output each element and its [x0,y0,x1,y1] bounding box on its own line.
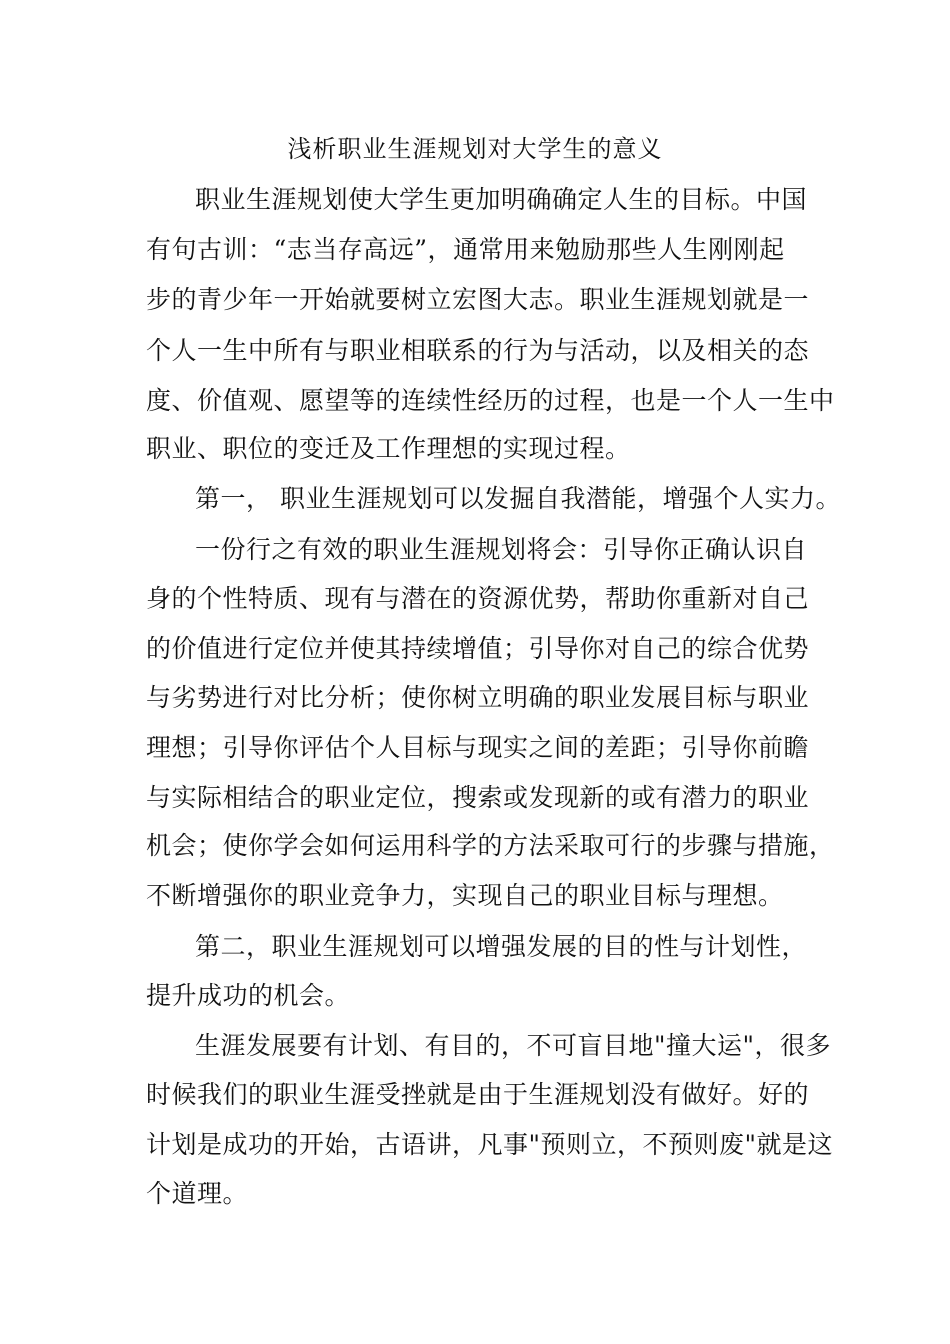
paragraph-line: 生涯发展要有计划、有目的，不可盲目地"撞大运"，很多 [195,1031,832,1060]
paragraph-line: 身的个性特质、现有与潜在的资源优势，帮助你重新对自己 [146,584,810,613]
paragraph-line: 个人一生中所有与职业相联系的行为与活动，以及相关的态 [146,336,810,365]
paragraph-line: 机会；使你学会如何运用科学的方法采取可行的步骤与措施， [146,831,835,860]
paragraph-line: 步的青少年一开始就要树立宏图大志。职业生涯规划就是一 [146,285,810,314]
paragraph-line: 提升成功的机会。 [146,981,351,1010]
paragraph-line: 与实际相结合的职业定位，搜索或发现新的或有潜力的职业 [146,783,810,812]
paragraph-line: 计划是成功的开始，古语讲，凡事"预则立，不预则废"就是这 [146,1130,834,1159]
paragraph-line: 一份行之有效的职业生涯规划将会：引导你正确认识自 [195,535,808,564]
paragraph-line: 时候我们的职业生涯受挫就是由于生涯规划没有做好。好的 [146,1080,810,1109]
paragraph-line: 不断增强你的职业竞争力，实现自己的职业目标与理想。 [146,881,784,910]
paragraph-line: 个道理。 [146,1179,249,1208]
paragraph-line: 职业生涯规划使大学生更加明确确定人生的目标。中国 [195,185,808,214]
paragraph-line: 度、价值观、愿望等的连续性经历的过程，也是一个人一生中 [146,386,835,415]
paragraph-line: 有句古训：“志当存高远”，通常用来勉励那些人生刚刚起 [146,235,785,264]
paragraph-line: 职业、职位的变迁及工作理想的实现过程。 [146,434,631,463]
paragraph-line: 第一， 职业生涯规划可以发掘自我潜能，增强个人实力。 [195,484,841,513]
paragraph-line: 与劣势进行对比分析；使你树立明确的职业发展目标与职业 [146,683,810,712]
paragraph-line: 理想；引导你评估个人目标与现实之间的差距；引导你前瞻 [146,733,810,762]
document-title: 浅析职业生涯规划对大学生的意义 [287,135,663,163]
paragraph-line: 第二，职业生涯规划可以增强发展的目的性与计划性， [195,932,808,961]
paragraph-line: 的价值进行定位并使其持续增值；引导你对自己的综合优势 [146,634,810,663]
